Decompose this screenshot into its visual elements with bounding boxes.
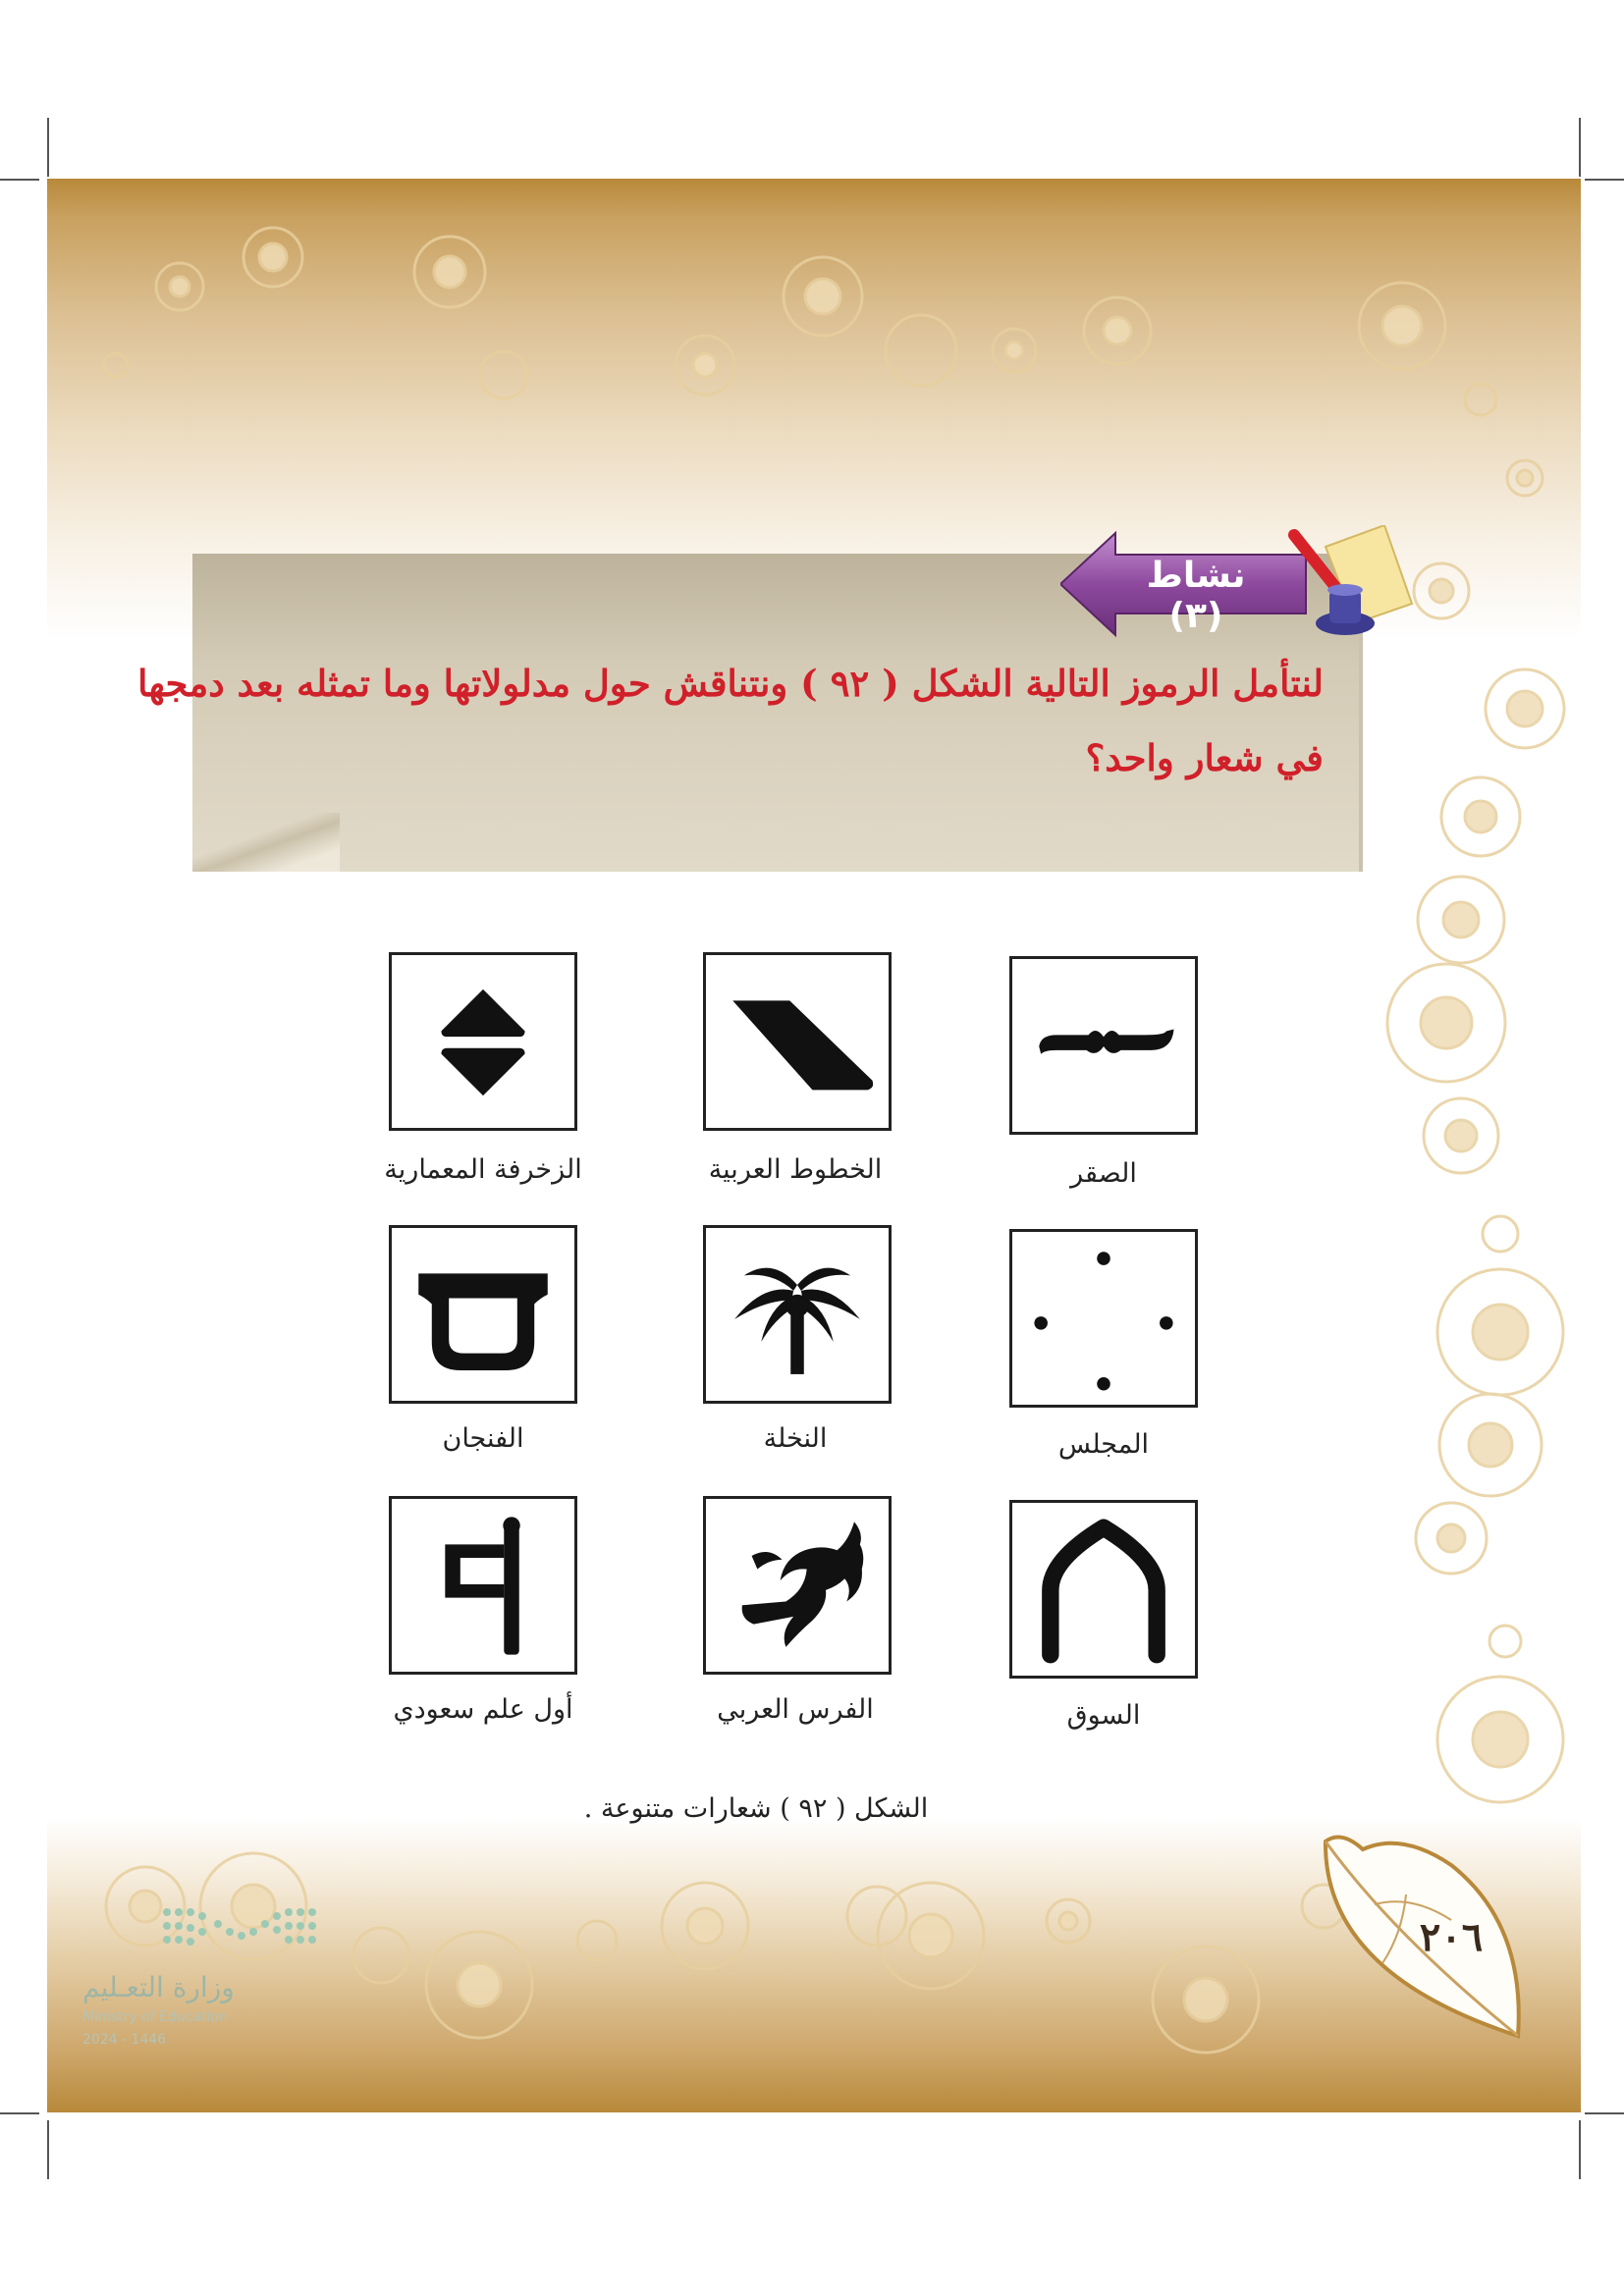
ministry-name-arabic: وزارة التعـليم bbox=[82, 1971, 235, 2003]
page-curl-decoration bbox=[192, 813, 340, 872]
architectural-ornament-icon bbox=[389, 952, 577, 1131]
ministry-logo-icon bbox=[159, 1902, 326, 1961]
falcon-icon bbox=[1009, 956, 1198, 1135]
symbol-caption: النخلة bbox=[763, 1423, 828, 1454]
palm-tree-icon bbox=[703, 1225, 892, 1404]
crop-mark bbox=[0, 179, 39, 181]
crop-mark bbox=[1579, 2120, 1581, 2179]
crop-mark bbox=[1585, 2112, 1624, 2114]
symbol-caption: السوق bbox=[1066, 1700, 1141, 1731]
crop-mark bbox=[47, 2120, 49, 2179]
arabian-horse-icon bbox=[703, 1496, 892, 1675]
symbol-caption: الفنجان bbox=[442, 1423, 524, 1454]
crop-mark bbox=[0, 2112, 39, 2114]
activity-question-line-1: لنتأمل الرموز التالية الشكل ( ٩٢ ) ونتناقش حول مدلولاتها وما تمثله بعد دمجها bbox=[137, 662, 1324, 705]
symbol-caption: الفرس العربي bbox=[717, 1694, 874, 1725]
symbol-caption: الصقر bbox=[1070, 1158, 1137, 1189]
symbol-caption: الخطوط العربية bbox=[708, 1154, 883, 1185]
first-saudi-flag-icon bbox=[389, 1496, 577, 1675]
coffee-cup-icon bbox=[389, 1225, 577, 1404]
arabic-calligraphy-icon bbox=[703, 952, 892, 1131]
symbol-caption: الزخرفة المعمارية bbox=[384, 1154, 582, 1185]
ministry-name-english: Ministry of Education bbox=[82, 2009, 228, 2025]
page-number: ٢٠٦ bbox=[1419, 1914, 1484, 1960]
symbol-caption: أول علم سعودي bbox=[393, 1694, 573, 1725]
symbol-caption: المجلس bbox=[1057, 1429, 1150, 1460]
activity-question-line-2: في شعار واحد؟ bbox=[1085, 736, 1324, 779]
crop-mark bbox=[47, 118, 49, 177]
majlis-icon bbox=[1009, 1229, 1198, 1408]
activity-badge-label: نشاط (٣) bbox=[1146, 556, 1246, 636]
crop-mark bbox=[1579, 118, 1581, 177]
figure-caption: الشكل ( ٩٢ ) شعارات متنوعة . bbox=[583, 1793, 929, 1824]
crop-mark bbox=[1585, 179, 1624, 181]
souq-arch-icon bbox=[1009, 1500, 1198, 1679]
ministry-year: 2024 - 1446 bbox=[82, 2032, 167, 2048]
